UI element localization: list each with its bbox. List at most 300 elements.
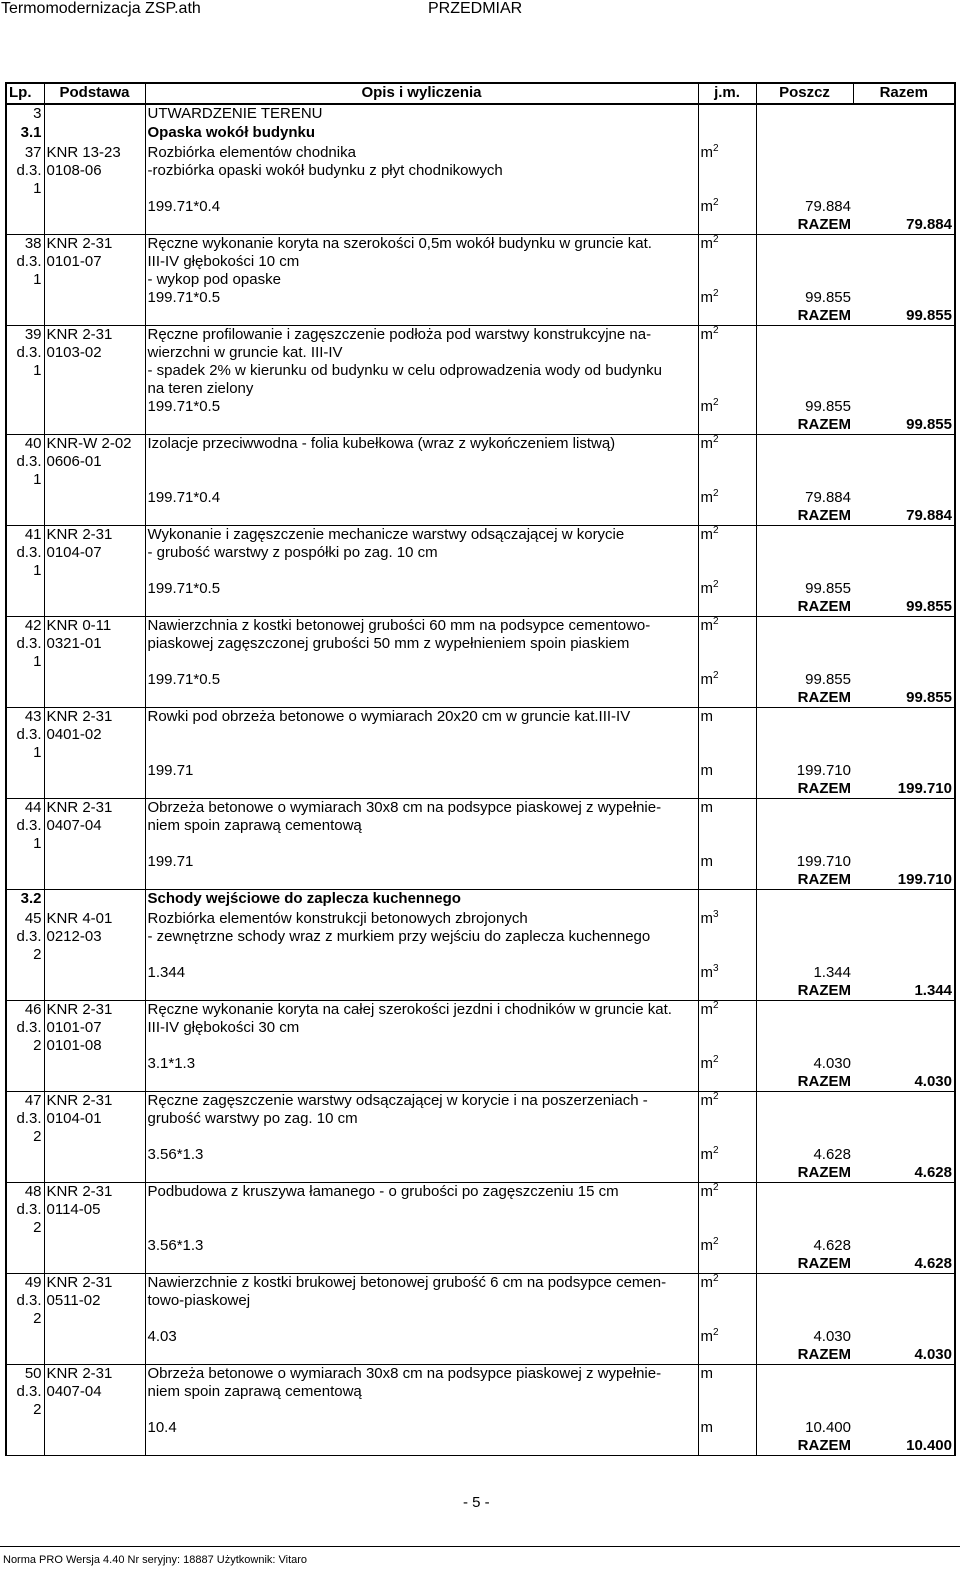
unit-exponent: 2 [713,999,719,1011]
unit-exponent: 2 [713,616,719,627]
item-number: 1 [6,653,44,671]
item-empty [756,180,853,198]
item-description-line: towo-piaskowej [145,1292,698,1310]
unit-exponent: 2 [713,234,719,245]
section-row [6,124,955,144]
item-description-row [6,162,955,180]
item-empty [853,946,955,964]
item-empty [756,817,853,835]
item-empty [756,835,853,853]
item-total-value: 4.628 [853,1255,955,1274]
item-description-line: Ręczne wykonanie koryta na szerokości 0,5m wokół budynku w gruncie kat. [145,235,698,254]
item-basis [44,380,145,398]
item-empty [756,162,853,180]
item-number: 2 [6,946,44,964]
item-basis: 0104-01 [44,1110,145,1128]
item-unit [698,1146,756,1164]
item-total-row [6,689,955,708]
item-empty [756,1292,853,1310]
item-empty [145,1073,698,1092]
item-empty [756,1219,853,1237]
item-number: 45 [6,910,44,928]
item-partial-value: 99.855 [805,398,851,415]
item-description-row [6,1091,955,1110]
item-basis: KNR 2-31 [44,235,145,254]
item-description-row [6,635,955,653]
item-description-line: III-IV głębokości 10 cm [145,253,698,271]
item-empty [756,799,853,818]
item-description-line: - grubość warstwy z pospółki po zag. 10 cm [145,544,698,562]
item-description-line: Izolacje przeciwwodna - folia kubełkowa (wraz z wykończeniem listwą) [145,435,698,454]
item-calculation: 199.71*0.5 [145,289,698,307]
item-calculation: 10.4 [145,1419,698,1437]
item-empty [756,1019,853,1037]
item-basis: KNR 2-31 [44,1091,145,1110]
unit-text: m [700,1418,713,1436]
item-empty [756,144,853,162]
item-empty [853,1237,955,1255]
item-calculation-row [6,398,955,416]
item-partial-value: 199.710 [796,762,851,779]
item-empty [853,289,955,307]
item-unit [698,489,756,507]
unit-exponent: 2 [713,1053,719,1065]
unit-exponent: 2 [713,1144,719,1156]
item-calculation: 4.03 [145,1328,698,1346]
item-calculation-row [6,198,955,216]
item-basis [44,362,145,380]
item-description-line [145,471,698,489]
item-empty [853,1000,955,1019]
item-number: 50 [6,1364,44,1383]
item-unit [698,1328,756,1346]
item-total-value: 4.030 [853,1073,955,1092]
unit-exponent: 3 [713,908,719,920]
item-basis: 0606-01 [44,453,145,471]
item-total-row [6,598,955,617]
item-total-label: RAZEM [756,307,853,326]
unit-exponent: 2 [713,143,719,154]
item-calculation: 3.56*1.3 [145,1146,698,1164]
item-description-line [145,562,698,580]
item-description-row [6,1310,955,1328]
item-empty [756,910,853,928]
item-calculation: 199.71 [145,762,698,780]
unit-text: m [700,144,713,161]
item-number: 1 [6,180,44,198]
item-empty [853,1273,955,1292]
item-number: d.3. [6,162,44,180]
item-unit [698,817,756,835]
item-empty [698,1164,756,1183]
item-empty [44,964,145,982]
item-total-label: RAZEM [756,598,853,617]
unit-text: m [700,1364,713,1382]
column-header-podstawa: Podstawa [44,83,145,104]
item-description-line [145,744,698,762]
item-unit [698,1383,756,1401]
item-empty [756,562,853,580]
item-description-line: Podbudowa z kruszywa łamanego - o grubości po zagęszczeniu 15 cm [145,1182,698,1201]
item-total-value: 199.710 [853,871,955,890]
item-unit [698,1310,756,1328]
item-description-line: Ręczne wykonanie koryta na całej szerokości jezdni i chodników w gruncie kat. [145,1000,698,1019]
item-number: 1 [6,362,44,380]
item-total-value: 79.884 [853,507,955,526]
item-unit [698,526,756,545]
section-empty [44,124,145,144]
item-unit [698,1182,756,1201]
section-empty [698,890,756,910]
item-empty [44,1437,145,1456]
section-empty [698,104,756,124]
item-empty [756,1310,853,1328]
item-empty [853,1128,955,1146]
section-row [6,104,955,124]
unit-text: m [700,1236,713,1254]
unit-exponent: 2 [713,288,719,299]
item-empty [44,1346,145,1365]
item-empty [756,1128,853,1146]
item-empty [853,235,955,254]
item-description-row [6,344,955,362]
item-description-line [145,1037,698,1055]
item-empty [853,380,955,398]
item-partial-value: 99.855 [805,671,851,688]
item-description-line: na teren zielony [145,380,698,398]
item-total-value: 99.855 [853,689,955,708]
item-basis: 0101-07 [44,1019,145,1037]
item-empty [698,871,756,890]
item-partial-value: 79.884 [805,198,851,215]
item-unit [698,726,756,744]
item-number: 42 [6,617,44,636]
item-description-row [6,235,955,254]
item-unit [698,435,756,454]
item-basis: KNR 2-31 [44,326,145,345]
item-empty [853,1091,955,1110]
item-empty [6,1419,44,1437]
item-empty [853,853,955,871]
item-empty [853,162,955,180]
item-empty [853,1201,955,1219]
item-unit [698,835,756,853]
item-basis: 0321-01 [44,635,145,653]
item-description-line: Ręczne zagęszczenie warstwy odsączającej w korycie i na poszerzeniach - [145,1091,698,1110]
item-unit [698,617,756,636]
item-partial-value: 1.344 [813,963,851,981]
item-unit [698,562,756,580]
item-empty [6,689,44,708]
item-unit [698,1091,756,1110]
item-total-label: RAZEM [756,982,853,1001]
item-number: d.3. [6,253,44,271]
item-basis [44,1219,145,1237]
item-unit [698,928,756,946]
item-description-row [6,946,955,964]
item-description-row [6,1201,955,1219]
item-calculation-row [6,1328,955,1346]
item-partial-value: 99.855 [805,580,851,597]
item-description-row [6,1401,955,1419]
item-total-row [6,307,955,326]
item-description-row [6,1383,955,1401]
item-number: 38 [6,235,44,254]
item-number: 2 [6,1219,44,1237]
item-empty [853,198,955,216]
item-number: 44 [6,799,44,818]
item-total-value: 199.710 [853,780,955,799]
item-empty [853,726,955,744]
item-empty [44,1164,145,1183]
unit-text: m [700,580,713,597]
item-empty [6,1146,44,1164]
column-header-jm: j.m. [698,83,756,104]
item-description-line: Nawierzchnie z kostki brukowej betonowej grubość 6 cm na podsypce cemen- [145,1273,698,1292]
item-unit [698,289,756,307]
item-description-line: Rozbiórka elementów chodnika [145,144,698,162]
item-description-row [6,1292,955,1310]
item-description-row [6,453,955,471]
unit-exponent: 2 [713,1181,719,1193]
item-empty [853,180,955,198]
item-unit [698,1019,756,1037]
unit-exponent: 3 [713,962,719,974]
item-empty [6,1073,44,1092]
table-body [6,104,955,1455]
item-number: 37 [6,144,44,162]
item-empty [6,1055,44,1073]
item-total-value: 99.855 [853,307,955,326]
item-calculation: 199.71*0.4 [145,198,698,216]
item-description-line [145,453,698,471]
item-empty [853,762,955,780]
unit-text: m [700,1054,713,1072]
item-basis [44,744,145,762]
item-total-row [6,1164,955,1183]
unit-text: m [700,799,713,816]
item-empty [44,216,145,235]
item-empty [853,1310,955,1328]
item-number: 43 [6,708,44,727]
section-number: 3.1 [6,124,44,144]
item-unit [698,671,756,689]
item-number: d.3. [6,1019,44,1037]
item-unit [698,1273,756,1292]
item-empty [145,982,698,1001]
item-empty [756,235,853,254]
item-description-line: piaskowej zagęszczonej grubości 50 mm z wypełnieniem spoin piaskiem [145,635,698,653]
item-total-row [6,1073,955,1092]
item-total-label: RAZEM [756,416,853,435]
item-unit [698,653,756,671]
item-basis: KNR 2-31 [44,526,145,545]
item-basis: KNR 0-11 [44,617,145,636]
item-number: d.3. [6,344,44,362]
item-partial-value: 99.855 [805,289,851,306]
item-unit [698,1110,756,1128]
item-empty [44,598,145,617]
item-empty [44,1055,145,1073]
item-calculation: 3.1*1.3 [145,1055,698,1073]
item-empty [853,344,955,362]
item-description-row [6,380,955,398]
item-empty [853,671,955,689]
item-calculation-row [6,671,955,689]
item-empty [145,1255,698,1274]
item-description-row [6,708,955,727]
item-empty [6,853,44,871]
item-empty [698,1255,756,1274]
item-empty [853,253,955,271]
unit-text: m [700,1145,713,1163]
item-empty [853,271,955,289]
section-title: UTWARDZENIE TERENU [145,104,698,124]
item-description-line: Obrzeża betonowe o wymiarach 30x8 cm na podsypce piaskowej z wypełnie- [145,1364,698,1383]
item-empty [6,871,44,890]
item-description-row [6,744,955,762]
item-number: d.3. [6,1201,44,1219]
item-empty [756,1273,853,1292]
item-empty [44,289,145,307]
item-basis [44,946,145,964]
item-unit [698,1201,756,1219]
item-description-row [6,1273,955,1292]
item-description-line [145,1201,698,1219]
unit-text: m [700,289,713,306]
item-total-value: 10.400 [853,1437,955,1456]
item-basis: 0407-04 [44,817,145,835]
item-empty [698,1437,756,1456]
item-number: d.3. [6,817,44,835]
item-empty [698,307,756,326]
item-empty [6,580,44,598]
item-empty [756,928,853,946]
item-total-label: RAZEM [756,1346,853,1365]
item-description-row [6,1128,955,1146]
item-description-row [6,362,955,380]
item-unit [698,398,756,416]
item-empty [44,1146,145,1164]
unit-exponent: 2 [713,488,719,499]
unit-exponent: 2 [713,1235,719,1247]
item-empty [853,910,955,928]
item-empty [44,1419,145,1437]
item-empty [853,835,955,853]
item-empty [698,1073,756,1092]
item-total-row [6,416,955,435]
item-description-line [145,946,698,964]
item-number: 39 [6,326,44,345]
item-empty [756,1110,853,1128]
item-number: d.3. [6,1110,44,1128]
item-empty [6,216,44,235]
item-empty [6,762,44,780]
item-empty [6,398,44,416]
item-calculation-row [6,853,955,871]
item-empty [853,362,955,380]
section-title: Opaska wokół budynku [145,124,698,144]
item-unit [698,326,756,345]
unit-text: m [700,617,713,634]
item-empty [756,1201,853,1219]
item-empty [145,507,698,526]
item-number: 2 [6,1128,44,1146]
item-total-row [6,1255,955,1274]
item-empty [853,1055,955,1073]
bill-of-quantities-table [5,82,956,1456]
item-empty [44,398,145,416]
item-basis: KNR-W 2-02 [44,435,145,454]
item-description-line: Rowki pod obrzeża betonowe o wymiarach 20x20 cm w gruncie kat.III-IV [145,708,698,727]
unit-text: m [700,1182,713,1200]
item-empty [44,853,145,871]
item-basis [44,562,145,580]
unit-text: m [700,326,713,343]
unit-exponent: 2 [713,397,719,408]
item-total-row [6,780,955,799]
item-unit [698,271,756,289]
item-empty [6,982,44,1001]
item-unit [698,235,756,254]
item-number: 47 [6,1091,44,1110]
item-number: 1 [6,835,44,853]
item-calculation-row [6,580,955,598]
item-description-row [6,144,955,162]
item-empty [853,928,955,946]
item-empty [756,1091,853,1110]
item-empty [756,271,853,289]
item-empty [756,653,853,671]
section-empty [44,104,145,124]
item-empty [145,598,698,617]
item-total-label: RAZEM [756,689,853,708]
item-empty [756,544,853,562]
item-empty [853,744,955,762]
item-description-line: Obrzeża betonowe o wymiarach 30x8 cm na podsypce piaskowej z wypełnie- [145,799,698,818]
item-empty [853,964,955,982]
unit-text: m [700,708,713,725]
item-calculation-row [6,964,955,982]
item-empty [698,1346,756,1365]
item-unit [698,362,756,380]
item-basis [44,1128,145,1146]
item-empty [756,726,853,744]
section-empty [756,124,853,144]
item-basis: 0511-02 [44,1292,145,1310]
item-empty [6,507,44,526]
item-empty [6,1437,44,1456]
item-partial-value: 4.628 [813,1236,851,1254]
item-basis: 0407-04 [44,1383,145,1401]
item-unit [698,253,756,271]
item-description-row [6,1219,955,1237]
item-empty [853,617,955,636]
section-empty [44,890,145,910]
item-unit [698,380,756,398]
item-total-row [6,982,955,1001]
item-calculation: 199.71 [145,853,698,871]
item-basis: KNR 2-31 [44,799,145,818]
item-unit [698,1037,756,1055]
item-unit [698,144,756,162]
item-number: 1 [6,744,44,762]
item-calculation: 199.71*0.4 [145,489,698,507]
item-empty [44,1255,145,1274]
item-empty [145,1164,698,1183]
item-partial-value: 199.710 [796,853,851,870]
item-number: d.3. [6,635,44,653]
